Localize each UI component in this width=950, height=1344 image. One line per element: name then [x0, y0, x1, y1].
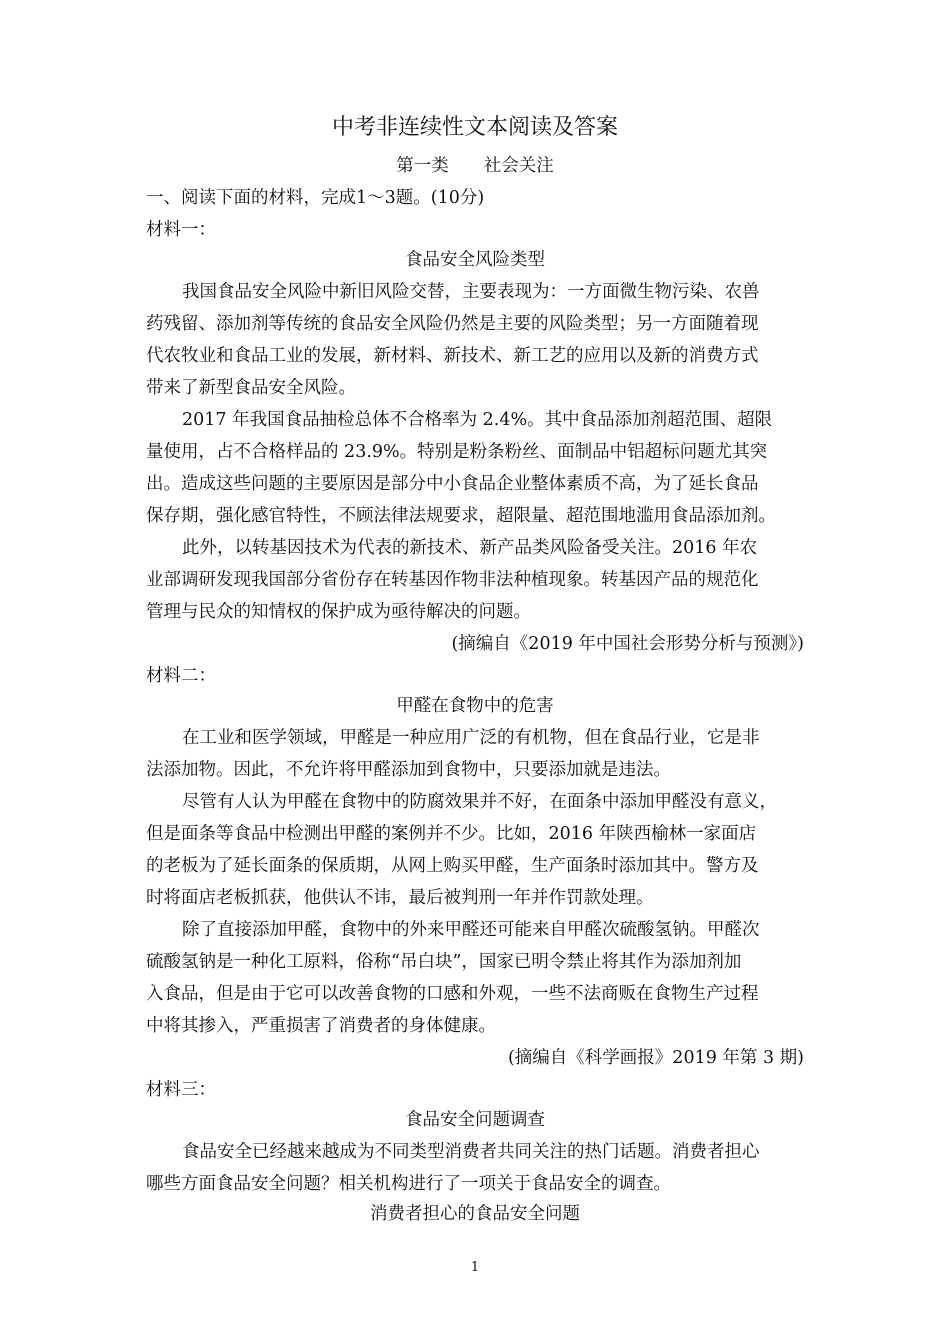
paragraph-line: 管理与民众的知情权的保护成为亟待解决的问题。: [146, 602, 531, 622]
paragraph-line: 在工业和医学领域，甲醛是一种应用广泛的有机物，但在食品行业，它是非: [182, 728, 760, 748]
paragraph-line: 药残留、添加剂等传统的食品安全风险仍然是主要的风险类型；另一方面随着现: [146, 314, 759, 334]
paragraph-line: 业部调研发现我国部分省份存在转基因作物非法种植现象。转基因产品的规范化: [146, 570, 759, 590]
paragraph-line: 硫酸氢钠是一种化工原料，俗称“吊白块”，国家已明令禁止将其作为添加剂加: [146, 952, 742, 972]
paragraph-line: 的老板为了延长面条的保质期，从网上购买甲醛，生产面条时添加其中。警方及: [146, 856, 759, 876]
chart-title: 消费者担心的食品安全问题: [370, 1204, 580, 1224]
paragraph-line: 食品安全已经越来越成为不同类型消费者共同关注的热门话题。消费者担心: [182, 1142, 760, 1162]
paragraph-line: 量使用，占不合格样品的 23.9%。特别是粉条粉丝、面制品中铝超标问题尤其突: [146, 442, 768, 462]
paragraph-line: 尽管有人认为甲醛在食物中的防腐效果并不好，在面条中添加甲醛没有意义，: [182, 792, 777, 812]
paragraph-line: 保存期，强化感官特性，不顾法律法规要求，超限量、超范围地滥用食品添加剂。: [146, 506, 776, 526]
paragraph-line: 出。造成这些问题的主要原因是部分中小食品企业整体素质不高，为了延长食品: [146, 474, 759, 494]
category-heading: 第一类 社会关注: [396, 156, 554, 176]
document-title: 中考非连续性文本阅读及答案: [331, 115, 618, 140]
paragraph-line: 代农牧业和食品工业的发展，新材料、新技术、新工艺的应用以及新的消费方式: [146, 346, 759, 366]
paragraph-line: 哪些方面食品安全问题？相关机构进行了一项关于食品安全的调查。: [146, 1174, 671, 1194]
material-2-heading: 甲醛在食物中的危害: [396, 696, 554, 716]
paragraph-line: 时将面店老板抓获，他供认不讳，最后被判刑一年并作罚款处理。: [146, 888, 654, 908]
paragraph-line: 中将其掺入，严重损害了消费者的身体健康。: [146, 1016, 496, 1036]
paragraph-line: 2017 年我国食品抽检总体不合格率为 2.4%。其中食品添加剂超范围、超限: [182, 410, 773, 430]
paragraph-line: 入食品，但是由于它可以改善食物的口感和外观，一些不法商贩在食物生产过程: [146, 984, 759, 1004]
material-2-label: 材料二：: [146, 666, 216, 686]
material-2-source: (摘编自《科学画报》2019 年第 3 期): [507, 1048, 804, 1068]
material-1-source: (摘编自《2019 年中国社会形势分析与预测》): [451, 634, 804, 654]
paragraph-line: 法添加物。因此，不允许将甲醛添加到食物中，只要添加就是违法。: [146, 760, 671, 780]
paragraph-line: 我国食品安全风险中新旧风险交替，主要表现为：一方面微生物污染、农兽: [182, 282, 760, 302]
material-3-label: 材料三：: [146, 1080, 216, 1100]
material-3-heading: 食品安全问题调查: [405, 1110, 545, 1130]
question-instruction: 一、阅读下面的材料，完成1～3题。(10分): [146, 188, 485, 208]
material-1-heading: 食品安全风险类型: [405, 250, 545, 270]
paragraph-line: 但是面条等食品中检测出甲醛的案例并不少。比如，2016 年陕西榆林一家面店: [146, 824, 757, 844]
paragraph-line: 带来了新型食品安全风险。: [146, 378, 356, 398]
paragraph-line: 此外，以转基因技术为代表的新技术、新产品类风险备受关注。2016 年农: [182, 538, 758, 558]
material-1-label: 材料一：: [146, 220, 216, 240]
paragraph-line: 除了直接添加甲醛，食物中的外来甲醛还可能来自甲醛次硫酸氢钠。甲醛次: [182, 920, 760, 940]
page-number: 1: [470, 1260, 480, 1275]
